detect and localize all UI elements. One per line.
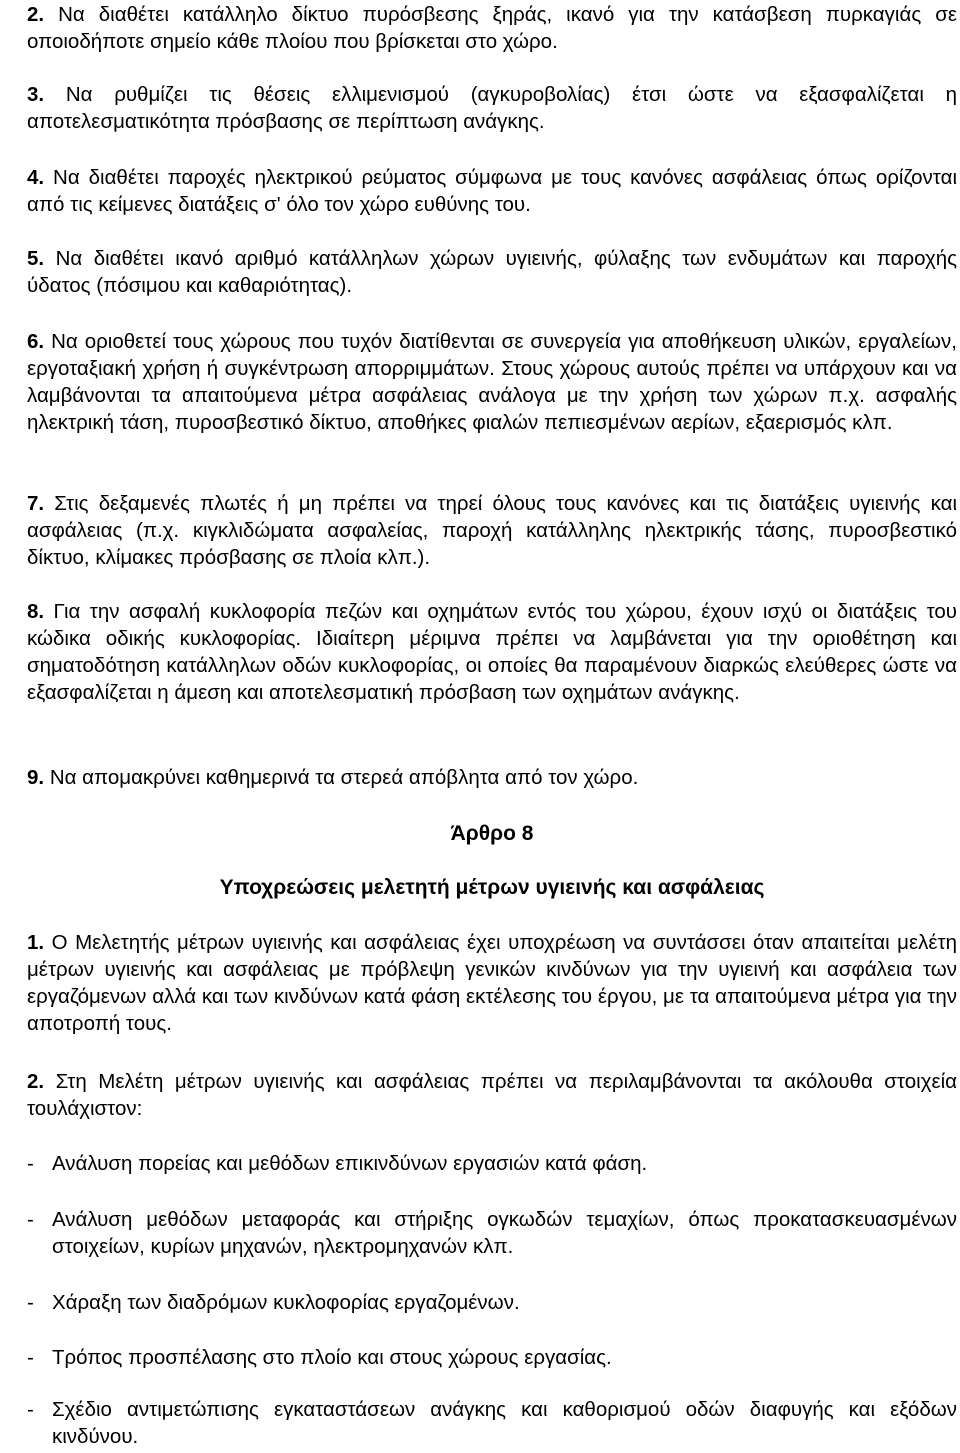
list-item-3 bbox=[27, 81, 957, 135]
item-text: Στη Μελέτη μέτρων υγιεινής και ασφάλειας πρέπει να περιλαμβάνονται τα ακόλουθα στοιχεία τουλάχιστον: bbox=[27, 1070, 957, 1120]
dash-item-text: Ανάλυση μεθόδων μεταφοράς και στήριξης ογκωδών τεμαχίων, όπως προκατασκευασμένων στοιχείων, κυρίων μηχανών, ηλεκτρομηχανών κλπ. bbox=[52, 1208, 957, 1258]
list-item-7 bbox=[27, 490, 957, 571]
dash-item-text: Χάραξη των διαδρόμων κυκλοφορίας εργαζομένων. bbox=[52, 1291, 520, 1314]
dash-marker: - bbox=[27, 1152, 34, 1175]
item-number: 7. bbox=[27, 492, 45, 515]
item-number: 9. bbox=[27, 766, 45, 789]
dash-list-item bbox=[27, 1150, 957, 1177]
item-number: 2. bbox=[27, 3, 45, 26]
dash-marker: - bbox=[27, 1208, 34, 1231]
item-number: 6. bbox=[27, 330, 45, 353]
list-item-2 bbox=[27, 1, 957, 55]
item-number: 4. bbox=[27, 166, 45, 189]
item-text: Να διαθέτει ικανό αριθμό κατάλληλων χώρων υγιεινής, φύλαξης των ενδυμάτων και παροχής ύδατος (πόσιμου και καθαριότητας). bbox=[27, 247, 958, 297]
list-item-1 bbox=[27, 929, 957, 1037]
list-item-6 bbox=[27, 328, 957, 436]
dash-list-item bbox=[27, 1396, 957, 1450]
dash-list-item bbox=[27, 1344, 957, 1371]
article-title: Υποχρεώσεις μελετητή μέτρων υγιεινής και ασφάλειας bbox=[219, 876, 765, 899]
item-number: 5. bbox=[27, 247, 45, 270]
dash-item-text: Ανάλυση πορείας και μεθόδων επικινδύνων εργασιών κατά φάση. bbox=[52, 1152, 648, 1175]
item-text: Να διαθέτει κατάλληλο δίκτυο πυρόσβεσης ξηράς, ικανό για την κατάσβεση πυρκαγιάς σε οποιοδήποτε σημείο κάθε πλοίου που βρίσκεται στο χώρο. bbox=[27, 3, 957, 53]
item-text: Να διαθέτει παροχές ηλεκτρικού ρεύματος σύμφωνα με τους κανόνες ασφάλειας όπως ορίζονται από τις κείμενες διατάξεις σ' όλο τον χώρο ευθύνης του. bbox=[27, 166, 957, 216]
dash-item-text: Τρόπος προσπέλασης στο πλοίο και στους χώρους εργασίας. bbox=[52, 1346, 612, 1369]
dash-item-text: Σχέδιο αντιμετώπισης εγκαταστάσεων ανάγκης και καθορισμού οδών διαφυγής και εξόδων κινδύνου. bbox=[52, 1398, 957, 1448]
item-text: Ο Μελετητής μέτρων υγιεινής και ασφάλειας έχει υποχρέωση να συντάσσει όταν απαιτείται μελέτη μέτρων υγιεινής και ασφάλειας με πρόβλεψη γενικών κινδύνων για την υγιεινή και ασφάλεια των εργαζόμενων αλλά και των κινδύνων κατά φάση εκτέλεσης του έργου, με τα απαιτούμενα μέτρα για την αποτροπή τους. bbox=[27, 931, 957, 1035]
dash-list-item bbox=[27, 1206, 957, 1260]
item-number: 8. bbox=[27, 600, 45, 623]
item-text: Να απομακρύνει καθημερινά τα στερεά απόβλητα από τον χώρο. bbox=[49, 766, 639, 789]
list-item-9 bbox=[27, 764, 957, 791]
item-text: Για την ασφαλή κυκλοφορία πεζών και οχημάτων εντός του χώρου, έχουν ισχύ οι διατάξεις του κώδικα οδικής κυκλοφορίας. Ιδιαίτερη μέριμνα πρέπει να λαμβάνεται για την οριοθέτηση και σηματοδότηση κατάλληλων οδών κυκλοφορίας, οι οποίες θα παραμένουν διαρκώς ελεύθερες ώστε να εξασφαλίζεται η άμεση και αποτελεσματική πρόσβαση των οχημάτων ανάγκης. bbox=[27, 600, 957, 704]
dash-marker: - bbox=[27, 1291, 34, 1314]
list-item-5 bbox=[27, 245, 957, 299]
item-text: Στις δεξαμενές πλωτές ή μη πρέπει να τηρεί όλους τους κανόνες και τις διατάξεις υγιεινής και ασφάλειας (π.χ. κιγκλιδώματα ασφαλείας, παροχή κατάλληλης ηλεκτρικής τάσης, πυροσβεστικό δίκτυο, κλίμακες πρόσβασης σε πλοία κλπ.). bbox=[27, 492, 957, 569]
list-item-2-bottom bbox=[27, 1068, 957, 1122]
dash-list-item bbox=[27, 1289, 957, 1316]
list-item-4 bbox=[27, 164, 957, 218]
article-number: Άρθρο 8 bbox=[450, 822, 534, 845]
item-text: Να ρυθμίζει τις θέσεις ελλιμενισμού (αγκυροβολίας) έτσι ώστε να εξασφαλίζεται η αποτελεσματικότητα πρόσβασης σε περίπτωση ανάγκης. bbox=[27, 83, 957, 133]
item-text: Να οριοθετεί τους χώρους που τυχόν διατίθενται σε συνεργεία για αποθήκευση υλικών, εργαλείων, εργοταξιακή χρήση ή συγκέντρωση απορριμμάτων. Στους χώρους αυτούς πρέπει να υπάρχουν και να λαμβάνονται τα απαιτούμενα μέτρα ασφάλειας ανάλογα με την χρήση των χώρων π.χ. ασφαλής ηλεκτρική τάση, πυροσβεστικό δίκτυο, αποθήκες φιαλών πεπιεσμένων αερίων, εξαερισμός κλπ. bbox=[27, 330, 958, 434]
item-number: 2. bbox=[27, 1070, 45, 1093]
item-number: 1. bbox=[27, 931, 45, 954]
list-item-8 bbox=[27, 598, 957, 706]
item-number: 3. bbox=[27, 83, 45, 106]
dash-marker: - bbox=[27, 1398, 34, 1421]
dash-marker: - bbox=[27, 1346, 34, 1369]
